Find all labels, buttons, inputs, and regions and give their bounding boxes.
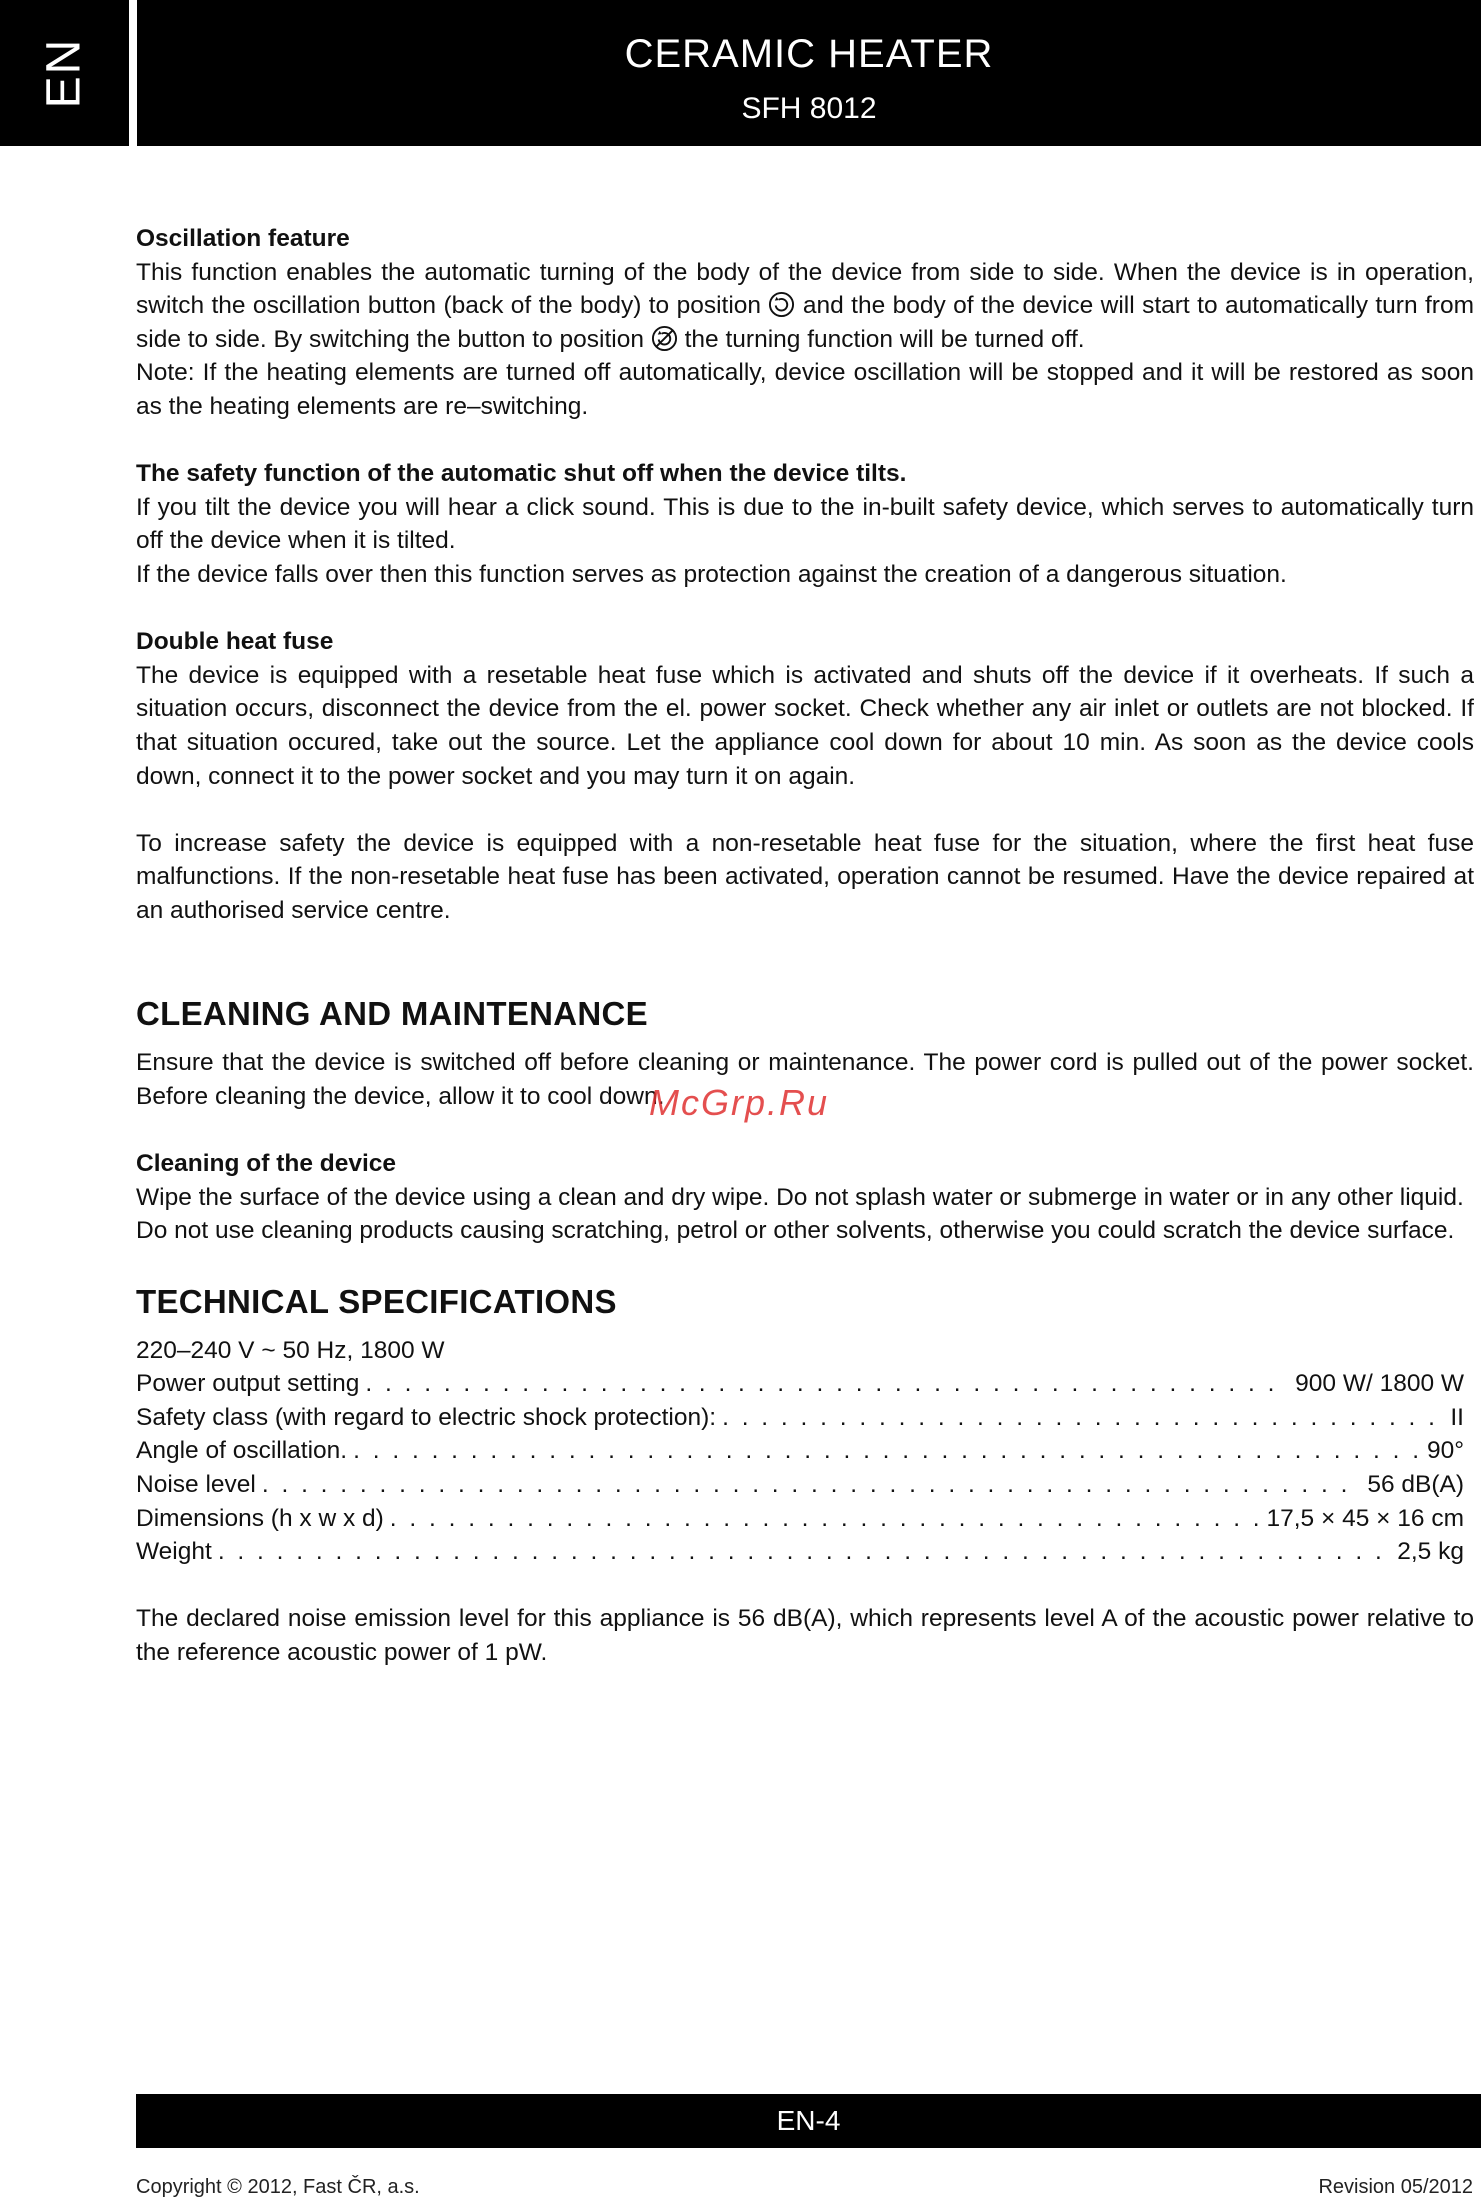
spec-row: Noise level . . . 56 dB(A) xyxy=(136,1468,1464,1502)
model-number: SFH 8012 xyxy=(741,92,877,125)
copyright: Copyright © 2012, Fast ČR, a.s. xyxy=(136,2176,420,2198)
spec-row: Weight . . . 2,5 kg xyxy=(136,1535,1464,1569)
specs-title: TECHNICAL SPECIFICATIONS xyxy=(136,1282,617,1320)
cleaning-title: CLEANING AND MAINTENANCE xyxy=(136,995,648,1033)
fuse-paragraph-2: To increase safety the device is equipped with a non-resetable heat fuse for the situation, where the first heat fuse malfunctions. If the non-resetable heat fuse has been activated, operation cannot be resumed. Have the device repaired at an authorised service centre. xyxy=(136,829,1474,924)
oscillation-heading: Oscillation feature xyxy=(136,225,350,252)
cleaning-device-paragraph-1: Wipe the surface of the device using a clean and dry wipe. Do not splash water or submerge in water or in any other liquid. xyxy=(136,1183,1464,1211)
fuse-paragraph-1: The device is equipped with a resetable heat fuse which is activated and shuts off the device if it overheats. If such a situation occurs, disconnect the device from the el. power socket. Check whether any air inlet or outlets are not blocked. If that situation occured, take out the source. Let the appliance cool down for about 10 min. As soon as the device cools down, connect it to the power socket and you may turn it on again. xyxy=(136,661,1474,790)
cleaning-device-heading: Cleaning of the device xyxy=(136,1150,397,1178)
cleaning-device-paragraph-2: Do not use cleaning products causing scratching, petrol or other solvents, otherwise you could scratch the device surface. xyxy=(136,1217,1455,1245)
spec-row: Angle of oscillation. . . . 90° xyxy=(136,1434,1464,1468)
fuse-heading: Double heat fuse xyxy=(136,628,334,656)
tilt-paragraph-2: If the device falls over then this function serves as protection against the creation of a dangerous situation. xyxy=(136,560,1287,588)
page-content xyxy=(136,222,1474,1670)
page-number-bar xyxy=(136,2094,1481,2148)
oscillation-on-icon xyxy=(768,291,795,318)
spec-list xyxy=(136,1334,1464,1569)
oscillation-paragraph: This function enables the automatic turning of the body of the device from side to side. When the device is in operation, switch the oscillation button (back of the body) to position and the body of the device will start to automatically turn from side to side. By switching the button to position the turning function will be turned off. xyxy=(136,258,1474,353)
spec-row: Power output setting . . . 900 W/ 1800 W xyxy=(136,1367,1464,1401)
document-title: CERAMIC HEATER xyxy=(624,32,994,76)
page-number: EN-4 xyxy=(776,2105,841,2136)
language-label: EN xyxy=(37,37,91,109)
tilt-heading: The safety function of the automatic shut off when the device tilts. xyxy=(136,460,907,488)
title-bar xyxy=(137,0,1481,146)
oscillation-note: Note: If the heating elements are turned off automatically, device oscillation will be stopped and it will be restored as soon as the heating elements are re–switching. xyxy=(136,359,1474,420)
revision: Revision 05/2012 xyxy=(1318,2176,1473,2198)
oscillation-off-icon xyxy=(651,325,678,352)
tilt-paragraph-1: If you tilt the device you will hear a click sound. This is due to the in-built safety device, which serves to automatically turn off the device when it is tilted. xyxy=(136,493,1474,555)
cleaning-paragraph: Ensure that the device is switched off before cleaning or maintenance. The power cord is pulled out of the power socket. Before cleaning the device, allow it to cool down. xyxy=(136,1049,1474,1111)
power-supply: 220–240 V ~ 50 Hz, 1800 W xyxy=(136,1336,445,1364)
language-tab xyxy=(0,0,129,146)
watermark-text: McGrp.Ru xyxy=(649,1082,830,1123)
noise-note: The declared noise emission level for this appliance is 56 dB(A), which represents level A of the acoustic power relative to the reference acoustic power of 1 pW. xyxy=(136,1605,1474,1666)
spec-row: Safety class (with regard to electric shock protection): . . . II xyxy=(136,1401,1464,1435)
spec-row: Dimensions (h x w x d) . . . 17,5 × 45 × 16 cm xyxy=(136,1502,1464,1536)
